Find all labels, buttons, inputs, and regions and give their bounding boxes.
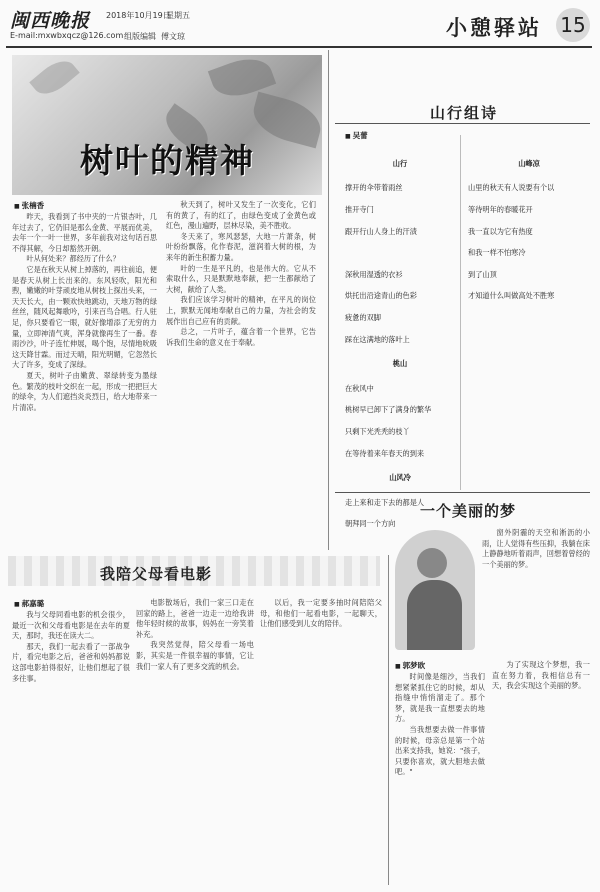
poem-section-title: 桃山 — [392, 359, 408, 369]
section-title: 小憩驿站 — [446, 15, 542, 40]
newspaper-logo: 闽西晚报 — [10, 10, 91, 32]
poem-author: ■ 吴蕾 — [345, 130, 368, 141]
dream-rule — [335, 492, 590, 493]
dream-title: 一个美丽的梦 — [420, 502, 517, 520]
poem-section-title: 山风冷 — [389, 473, 411, 483]
movie-col-1: 我与父母同看电影的机会很少，最近一次和父母看电影是在去年的夏天，那时，我还在读大二。 那天，我们一起去看了一部战争片，看完电影之后，爸爸和妈妈都说这部电影拍得很好，让他们想起了很多往事。 — [12, 610, 130, 683]
dream-col-top: 窗外阴霾的天空和淅沥的小雨，让人觉得有些压抑，我躺在床上静静地听着雨声，回想着曾经的一个美丽的梦。 — [482, 528, 590, 569]
dream-author: ■ 郭梦欧 — [395, 660, 425, 671]
dream-col-1: 时间像是细沙，当我们想紧紧抓住它的时候，却从指缝中悄悄溜走了。那个梦，就是我一直想要去的地方。 当我想要去做一件事情的时候，母亲总是第一个站出来支持我，她说："孩子，只要你喜欢，就大胆地去做吧。" — [395, 672, 485, 777]
figure-body — [407, 580, 462, 650]
movie-author: ■ 郝嘉璐 — [14, 598, 44, 609]
editor-name: 傅文琼 — [161, 32, 185, 41]
masthead — [6, 4, 592, 48]
leaves-title: 树叶的精神 — [80, 141, 255, 180]
contact-email: E-mail:mxwbxqcz@126.com — [10, 31, 124, 40]
movie-title: 我陪父母看电影 — [100, 565, 213, 583]
leaves-author: ■ 张楠香 — [14, 200, 44, 211]
poem-section-title: 山行 — [392, 158, 408, 168]
dream-col-2: 为了实现这个梦想，我一直在努力着，我相信总有一天，我会实现这个美丽的梦。 — [492, 660, 590, 691]
issue-weekday: 星期五 — [166, 11, 190, 20]
poem-col-2: 山峰凉 山里的秋天有人说要有个以 等待明年的春暖花开 我一直以为它有热度 和我一样不怕寒冷 到了山顶 才知道什么叫做高处不胜寒 — [468, 145, 590, 490]
leaf-shape — [248, 92, 322, 149]
leaves-col-2: 秋天到了，树叶又发生了一次变化，它们有的黄了，有的红了，由绿色变成了金黄色或红色，漫山遍野，层林尽染，美不胜收。 冬天来了，寒风瑟瑟，大地一片萧条，树叶纷纷飘落，化作春泥，滋润着大树的根，为来年的新生积蓄力量。 叶的一生是平凡的，也是伟大的。它从不索取什么，只是默默地奉献，把一生都献给了大树，献给了人类。 我们应该学习树叶的精神，在平凡的岗位上，默默无闻地奉献自己的力量，为社会的发展作出自己应有的贡献。 总之，一片叶子，蕴含着一个世界，它告诉我们生命的意义在于奉献。 — [166, 200, 316, 347]
issue-date: 2018年10月19日 — [106, 11, 171, 20]
editor-label: 组版编辑 — [124, 32, 156, 41]
page-number: 15 — [556, 8, 590, 42]
mother-child-illustration — [395, 530, 475, 650]
poem-rule — [335, 123, 590, 124]
movie-col-3: 以后，我一定要多抽时间陪陪父母，和他们一起看电影，一起聊天，让他们感受到儿女的陪伴。 — [260, 598, 382, 629]
figure-head — [417, 548, 447, 578]
column-divider — [388, 555, 389, 885]
movie-col-2: 电影散场后，我们一家三口走在回家的路上，爸爸一边走一边给我讲他年轻时候的故事，妈妈在一旁笑着补充。 我突然觉得，陪父母看一场电影，其实是一件很幸福的事情，它让我们一家人有了更多交流的机会。 — [136, 598, 254, 671]
poem-col-1: 山行 撑开的伞带着雨丝 推开寺门 跟开行山人身上的汗渍 深秋用湿透的衣衫 烘托出沿途青山的色彩 疲惫的双脚 踩在这满地的落叶上 桃山 在秋风中 桃树早已卸下了满身的繁华 只剩下光秃秃的枝丫 在等待着来年春天的到来 山风冷 走上来和走下去的都是人 朝拜同一个方向 — [345, 145, 455, 490]
leaf-shape — [29, 55, 80, 102]
leaves-col-1: 昨天，我看到了书中夹的一片银杏叶，几年过去了，它仍旧是那么金黄、平展而优美，去年一个一叶一世界，多年前我对这句话百思不得其解，今日却豁然开朗。 叶从何处来？都经历了什么？ 它是在秋天从树上掉落的，再往前追，便是春天从树上长出来的。东风轻吹，阳光和煦，嫩嫩的叶芽顽皮地从树枝上探出头来，一天天长大，由一颗欢快地跳动，天地万物的绿丝丝，随风起舞歌吟，引来百鸟合唱。行人驻足，你只要看它一眼，就好像增添了无穷的力量，立即神清气爽，浑身就像再生了一番。春雨沙沙，叶子连忙伸展，喝个饱，尽情地吮吸这天降甘霖。而过天晴，阳光明媚，它忽然长大了许多，变成了深绿。 夏天，树叶子由嫩黄、翠绿转变为墨绿色。繁茂的枝叶交织在一起，形成一把把巨大的绿伞，为人们遮挡炎炎烈日，给大地带来一片清凉。 — [12, 212, 157, 412]
column-divider — [328, 50, 329, 550]
poem-section-title: 山峰凉 — [518, 158, 540, 168]
poem-title: 山行组诗 — [430, 104, 499, 122]
poem-divider — [460, 135, 461, 490]
